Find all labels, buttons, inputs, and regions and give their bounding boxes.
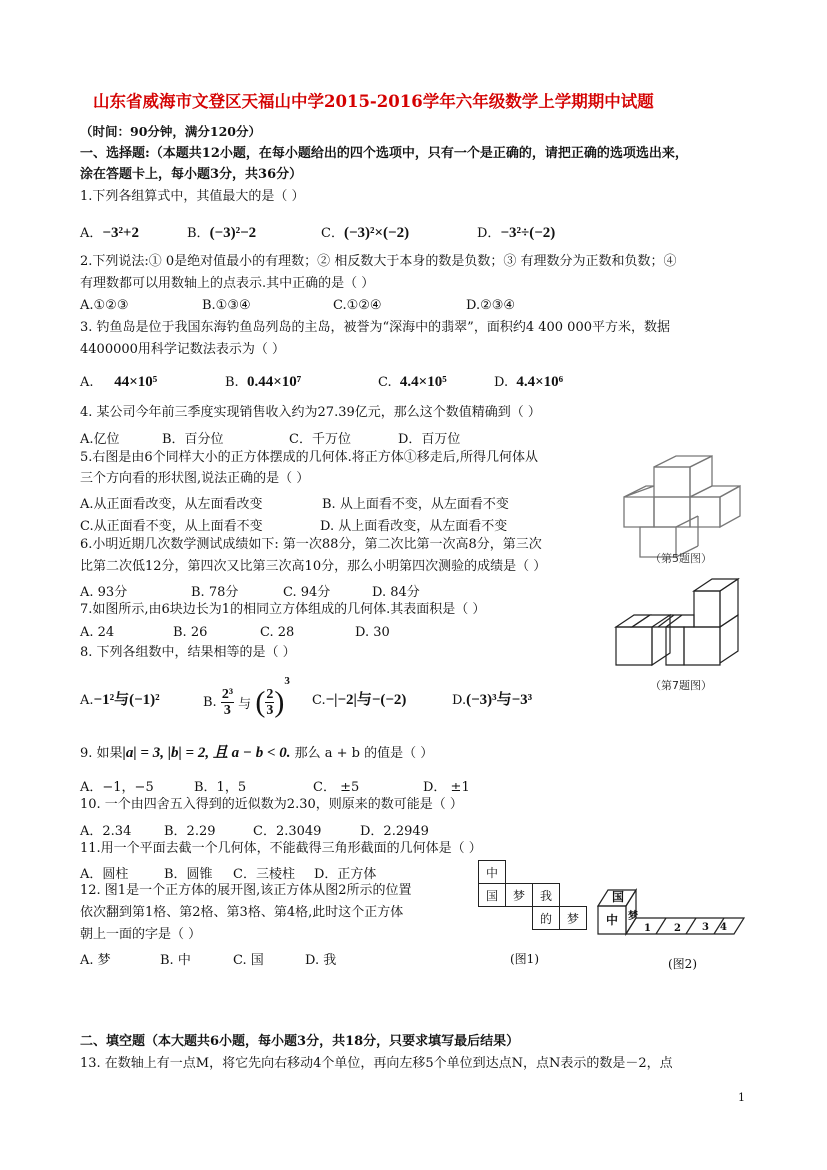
- q1-option-a: A．−3²+2: [80, 225, 139, 241]
- page-number: 1: [738, 1091, 745, 1104]
- q7-option-d: D. 30: [355, 625, 390, 640]
- q5-option-c: C.从正面看不变，从上面看不变: [80, 519, 263, 534]
- q12-fig2: [594, 884, 754, 946]
- q12-fig1-caption: (图1): [510, 952, 539, 966]
- q5-option-a: A.从正面看改变，从左面看改变: [80, 497, 263, 512]
- q9-option-c: C． ±5: [313, 780, 360, 795]
- q6-option-b: B. 78分: [191, 585, 239, 600]
- q2-option-a: A.①②③: [80, 298, 129, 313]
- q1-option-c: C．(−3)²×(−2): [321, 225, 410, 241]
- q13-stem: 13. 在数轴上有一点M，将它先向右移动4个单位，再向左移5个单位到达点N，点N表示的数是－2，点: [80, 1056, 673, 1071]
- page-title: 山东省威海市文登区天福山中学2015-2016学年六年级数学上学期期中试题: [93, 92, 654, 111]
- q3-line1: 3. 钓鱼岛是位于我国东海钓鱼岛列岛的主岛，被誉为“深海中的翡翠”，面积约4 400 000平方米，数据: [80, 320, 670, 335]
- q7-figure-caption: （第7题图）: [650, 679, 712, 692]
- q10-option-a: A．2.34: [80, 824, 132, 839]
- q2-line2: 有理数都可以用数轴上的点表示.其中正确的是（ ）: [80, 276, 375, 291]
- q2-option-d: D.②③④: [466, 298, 516, 313]
- q3-option-b: B. 0.44×10⁷: [225, 374, 302, 390]
- q12-fig2-caption: (图2): [668, 957, 697, 971]
- section2-heading: 二、填空题（本大题共6小题，每小题3分，共18分，只要求填写最后结果）: [80, 1034, 520, 1049]
- q7-option-c: C. 28: [260, 625, 295, 640]
- q2-option-c: C.①②④: [333, 298, 382, 313]
- q8-stem: 8. 下列各组数中，结果相等的是（ ）: [80, 645, 296, 660]
- q6-option-d: D. 84分: [372, 585, 420, 600]
- q2-line1: 2.下列说法:① 0是绝对值最小的有理数；② 相反数大于本身的数是负数；③ 有理数分为正数和负数；④: [80, 254, 677, 269]
- q1-option-d: D．−3²÷(−2): [477, 225, 556, 241]
- q5-figure: [610, 452, 760, 572]
- q11-option-c: C．三棱柱: [233, 867, 295, 882]
- q12-net: [478, 860, 587, 930]
- q11-option-b: B．圆锥: [164, 867, 213, 882]
- section1-heading-line2: 涂在答题卡上，每小题3分，共36分）: [80, 167, 303, 182]
- q12-option-c: C. 国: [233, 953, 264, 968]
- net-cell: 的: [533, 907, 560, 930]
- q6-option-a: A. 93分: [80, 585, 128, 600]
- q4-option-d: D．百万位: [398, 432, 461, 447]
- q3-option-c: C. 4.4×10⁵: [378, 374, 447, 390]
- net-cell: 我: [533, 884, 560, 907]
- fig2-cell-1: 1: [644, 923, 651, 934]
- net-cell: 中: [479, 861, 506, 884]
- net-cell: 国: [479, 884, 506, 907]
- q12-option-d: D. 我: [305, 953, 337, 968]
- q12-line2: 依次翻到第1格、第2格、第3格、第4格,此时这个正方体: [80, 905, 404, 920]
- q1-option-b: B．(−3)²−2: [187, 225, 257, 241]
- q3-line2: 4400000用科学记数法表示为（ ）: [80, 342, 286, 357]
- q9-option-d: D． ±1: [423, 780, 470, 795]
- fig2-side-face: 梦: [628, 911, 638, 922]
- q5-line2: 三个方向看的形状图,说法正确的是（ ）: [80, 471, 310, 486]
- fig2-top-face: 国: [612, 890, 625, 904]
- fig2-cell-3: 3: [702, 922, 709, 933]
- q8-option-c: C.−|−2|与−(−2): [312, 692, 407, 708]
- q9-option-a: A．−1，−5: [80, 780, 154, 795]
- q7-figure: [610, 575, 760, 700]
- q7-option-a: A. 24: [80, 625, 115, 640]
- q5-figure-caption: （第5题图）: [650, 552, 712, 565]
- q2-option-b: B.①③④: [202, 298, 251, 313]
- q6-line1: 6.小明近期几次数学测试成绩如下: 第一次88分，第二次比第一次高8分，第三次: [80, 537, 542, 552]
- q3-option-d: D. 4.4×10⁶: [494, 374, 564, 390]
- q9-stem: 9. 如果|a| = 3, |b| = 2, 且 a − b < 0. 那么 a + b 的值是（ ）: [80, 745, 434, 761]
- q12-option-b: B. 中: [160, 953, 191, 968]
- net-cell: 梦: [506, 884, 533, 907]
- q10-option-b: B．2.29: [164, 824, 216, 839]
- q4-option-c: C．千万位: [289, 432, 351, 447]
- fig2-cell-4: 4: [720, 922, 727, 933]
- q5-line1: 5.右图是由6个同样大小的正方体摆成的几何体.将正方体①移走后,所得几何体从: [80, 450, 538, 465]
- q3-option-a: A. 44×10⁵: [80, 374, 158, 390]
- q8-option-a: A.−1²与(−1)²: [80, 692, 160, 708]
- q5-option-b: B. 从上面看不变，从左面看不变: [322, 497, 509, 512]
- q12-line1: 12. 图1是一个正方体的展开图,该正方体从图2所示的位置: [80, 883, 412, 898]
- net-cell: 梦: [560, 907, 587, 930]
- q10-stem: 10. 一个由四舍五入得到的近似数为2.30，则原来的数可能是（ ）: [80, 797, 463, 812]
- section1-heading-line1: 一、选择题:（本题共12小题，在每小题给出的四个选项中，只有一个是正确的，请把正确的选项选出来，: [80, 146, 688, 161]
- q6-line2: 比第二次低12分，第四次又比第三次高10分，那么小明第四次测验的成绩是（ ）: [80, 559, 547, 574]
- q4-option-b: B．百分位: [162, 432, 224, 447]
- q7-option-b: B. 26: [173, 625, 208, 640]
- q12-line3: 朝上一面的字是（ ）: [80, 927, 202, 942]
- q10-option-c: C．2.3049: [253, 824, 322, 839]
- q11-stem: 11.用一个平面去截一个几何体，不能截得三角形截面的几何体是（ ）: [80, 841, 482, 856]
- time-info: （时间：90分钟，满分120分）: [80, 124, 261, 139]
- fig2-cell-2: 2: [674, 923, 681, 934]
- q12-option-a: A. 梦: [80, 953, 111, 968]
- q1-stem: 1.下列各组算式中，其值最大的是（ ）: [80, 189, 305, 204]
- q8-option-b: B. $\frac{\text{2³}}{3}$ 与 ( $\frac{2}{3}$ )$^3$: [203, 675, 290, 719]
- q4-option-a: A.亿位: [80, 432, 120, 447]
- q11-option-d: D．正方体: [314, 867, 377, 882]
- q5-option-d: D. 从上面看改变，从左面看不变: [320, 519, 508, 534]
- q9-option-b: B．1，5: [194, 780, 247, 795]
- fig2-front-face: 中: [606, 913, 619, 927]
- q11-option-a: A．圆柱: [80, 867, 129, 882]
- q8-option-d: D.(−3)³与−3³: [452, 692, 533, 708]
- q10-option-d: D．2.2949: [360, 824, 429, 839]
- q4-stem: 4. 某公司今年前三季度实现销售收入约为27.39亿元，那么这个数值精确到（ ）: [80, 405, 541, 420]
- q7-stem: 7.如图所示,由6块边长为1的相同立方体组成的几何体.其表面积是（ ）: [80, 602, 486, 617]
- q6-option-c: C. 94分: [283, 585, 331, 600]
